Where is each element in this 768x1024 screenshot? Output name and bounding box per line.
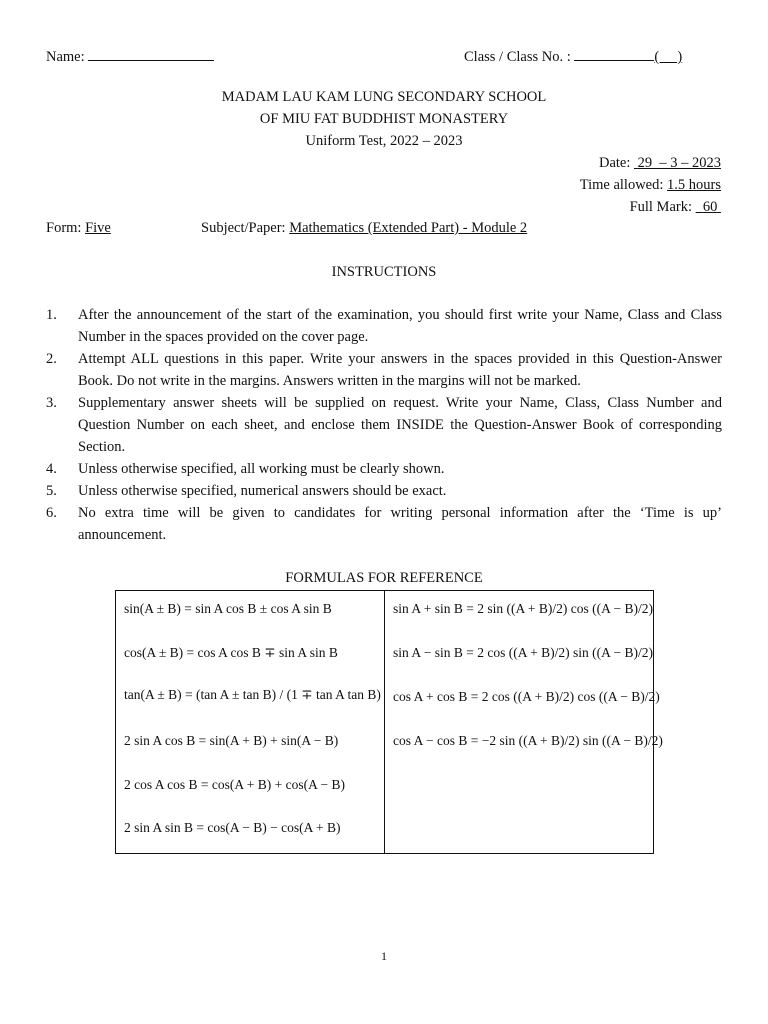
formula-tan-sum: tan(A ± B) = (tan A ± tan B) / (1 ∓ tan A tan B) [124, 687, 381, 702]
form-value: Five [85, 220, 111, 236]
form-line [46, 220, 111, 237]
item-number: 1. [46, 307, 57, 323]
name-label: Name: [46, 49, 85, 65]
formulas-title: FORMULAS FOR REFERENCE [285, 570, 483, 586]
item-text: After the announcement of the start of the examination, you should first write your Name, Class and Class Number in the spaces provided on the cover page. [78, 307, 722, 345]
class-field[interactable] [464, 48, 682, 66]
list-item [46, 348, 722, 392]
item-text: Unless otherwise specified, all working must be clearly shown. [78, 461, 445, 477]
school-name-line2: OF MIU FAT BUDDHIST MONASTERY [259, 111, 509, 127]
formula-cos-minus-cos: cos A − cos B = −2 sin ((A + B)/2) sin ((A − B)/2) [393, 733, 663, 748]
item-number: 4. [46, 461, 57, 477]
list-item [46, 458, 722, 480]
formula-sin-cos-product: 2 sin A cos B = sin(A + B) + sin(A − B) [124, 733, 339, 748]
formula-cos-cos-product: 2 cos A cos B = cos(A + B) + cos(A − B) [124, 777, 345, 792]
test-title: Uniform Test, 2022 – 2023 [305, 133, 463, 149]
formula-cos-sum: cos(A ± B) = cos A cos B ∓ sin A sin B [124, 645, 338, 660]
formula-sin-sin-product: 2 sin A sin B = cos(A − B) − cos(A + B) [124, 820, 341, 835]
date-label: Date: [598, 155, 631, 171]
list-item [46, 502, 722, 546]
date-line [599, 155, 721, 172]
formula-column-right [385, 591, 663, 854]
school-name-line1: MADAM LAU KAM LUNG SECONDARY SCHOOL [221, 89, 547, 105]
item-text: Unless otherwise specified, numerical answers should be exact. [78, 483, 447, 499]
subject-value: Mathematics (Extended Part) - Module 2 [289, 220, 528, 236]
formula-sin-minus-sin: sin A − sin B = 2 cos ((A + B)/2) sin ((A − B)/2) [393, 645, 653, 660]
class-blank[interactable] [574, 48, 654, 61]
page-number: 1 [381, 949, 387, 963]
item-number: 3. [46, 395, 57, 411]
class-number-paren[interactable]: ( ) [654, 49, 683, 65]
full-mark-value: 60 [702, 199, 718, 215]
list-item [46, 304, 722, 348]
form-label: Form: [46, 220, 82, 236]
date-value: 29 – 3 – 2023 [637, 155, 721, 171]
name-field[interactable] [46, 48, 214, 66]
time-allowed-line [580, 177, 721, 194]
list-item [46, 392, 722, 458]
formula-sin-plus-sin: sin A + sin B = 2 sin ((A + B)/2) cos ((A − B)/2) [393, 601, 653, 616]
item-text: Supplementary answer sheets will be supplied on request. Write your Name, Class, Class Number and Question Number on each sheet, and enclose them INSIDE the Question-Answer Book of corresponding Section. [78, 395, 722, 455]
formula-table [115, 590, 663, 854]
time-label: Time allowed: [579, 177, 664, 193]
item-number: 6. [46, 505, 57, 521]
full-mark-label: Full Mark: [629, 199, 692, 215]
formula-cos-plus-cos: cos A + cos B = 2 cos ((A + B)/2) cos ((A − B)/2) [393, 689, 660, 704]
formula-sin-sum: sin(A ± B) = sin A cos B ± cos A sin B [124, 601, 332, 616]
subject-line [201, 220, 527, 237]
full-mark-line [630, 199, 721, 216]
list-item [46, 480, 722, 502]
instructions-list [46, 304, 722, 546]
item-number: 2. [46, 351, 57, 367]
item-number: 5. [46, 483, 57, 499]
class-label: Class / Class No. : [464, 49, 571, 65]
item-text: No extra time will be given to candidates for writing personal information after the ‘Time is up’ announcement. [78, 505, 722, 543]
item-text: Attempt ALL questions in this paper. Write your answers in the spaces provided in this Question-Answer Book. Do not write in the margins. Answers written in the margins will not be marked. [78, 351, 722, 389]
name-blank[interactable] [88, 48, 214, 61]
formula-column-left [116, 591, 385, 854]
subject-label: Subject/Paper: [201, 220, 286, 236]
instructions-title: INSTRUCTIONS [331, 264, 437, 280]
time-value: 1.5 hours [667, 177, 721, 193]
